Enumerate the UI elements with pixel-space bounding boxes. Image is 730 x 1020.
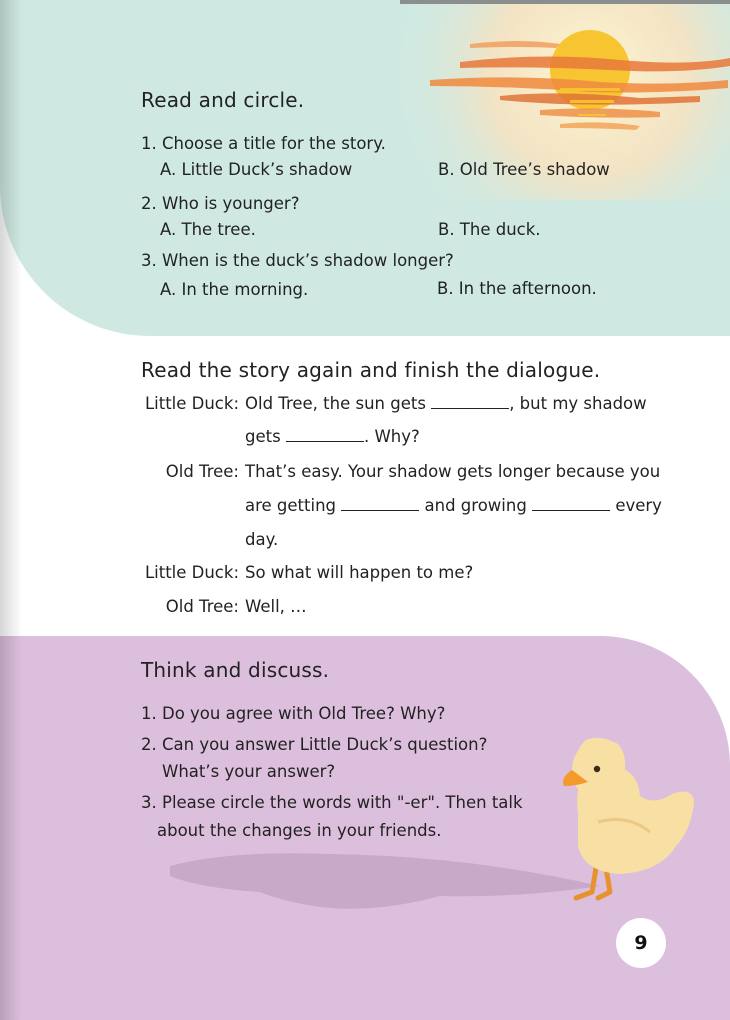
- dialogue-text: Old Tree, the sun gets: [245, 394, 426, 413]
- section-title-finish-dialogue: Read the story again and finish the dialogue.: [141, 358, 601, 382]
- dialogue-line-3: That’s easy. Your shadow gets longer because you: [245, 462, 661, 481]
- top-page-edge: [400, 0, 730, 4]
- discussion-item-2: 2. Can you answer Little Duck’s question?: [141, 735, 488, 754]
- answer-blank[interactable]: [532, 498, 610, 511]
- speaker-little-duck: Little Duck:: [144, 394, 239, 413]
- option-2a[interactable]: A. The tree.: [160, 220, 256, 239]
- answer-blank[interactable]: [286, 429, 364, 442]
- section-title-read-and-circle: Read and circle.: [141, 88, 305, 112]
- question-1: 1. Choose a title for the story.: [141, 134, 386, 153]
- option-3a[interactable]: A. In the morning.: [160, 280, 309, 299]
- dialogue-line-5: day.: [245, 530, 279, 549]
- dialogue-line-7: Well, …: [245, 597, 307, 616]
- answer-blank[interactable]: [341, 498, 419, 511]
- speaker-old-tree: Old Tree:: [165, 462, 239, 481]
- discussion-item-3: 3. Please circle the words with "-er". Then talk: [141, 793, 523, 812]
- question-2: 2. Who is younger?: [141, 194, 300, 213]
- option-1a[interactable]: A. Little Duck’s shadow: [160, 160, 353, 179]
- speaker-old-tree: Old Tree:: [165, 597, 239, 616]
- duck-shadow: [170, 853, 600, 909]
- dialogue-text: gets: [245, 427, 281, 446]
- question-3: 3. When is the duck’s shadow longer?: [141, 251, 454, 270]
- discussion-item-1: 1. Do you agree with Old Tree? Why?: [141, 704, 446, 723]
- dialogue-line-1: [245, 394, 647, 413]
- top-panel: [0, 0, 730, 336]
- discussion-item-3-cont: about the changes in your friends.: [157, 821, 442, 840]
- dialogue-text: every: [615, 496, 662, 515]
- dialogue-line-2: [245, 427, 420, 446]
- speaker-little-duck: Little Duck:: [144, 563, 239, 582]
- answer-blank[interactable]: [431, 396, 509, 409]
- page-spine-shadow: [0, 0, 22, 1020]
- duck: [563, 738, 694, 898]
- dialogue-text: . Why?: [363, 427, 420, 446]
- dialogue-line-6: So what will happen to me?: [245, 563, 474, 582]
- option-3b[interactable]: B. In the afternoon.: [437, 279, 597, 298]
- dialogue-text: and growing: [424, 496, 527, 515]
- sunset-illustration: [0, 0, 730, 336]
- dialogue-text: , but my shadow: [509, 394, 647, 413]
- option-2b[interactable]: B. The duck.: [438, 220, 541, 239]
- page-number-badge: 9: [616, 918, 666, 968]
- dialogue-text: are getting: [245, 496, 337, 515]
- discussion-item-2-cont: What’s your answer?: [162, 762, 336, 781]
- section-title-think-and-discuss: Think and discuss.: [141, 658, 330, 682]
- option-1b[interactable]: B. Old Tree’s shadow: [438, 160, 610, 179]
- dialogue-line-4: [245, 496, 662, 515]
